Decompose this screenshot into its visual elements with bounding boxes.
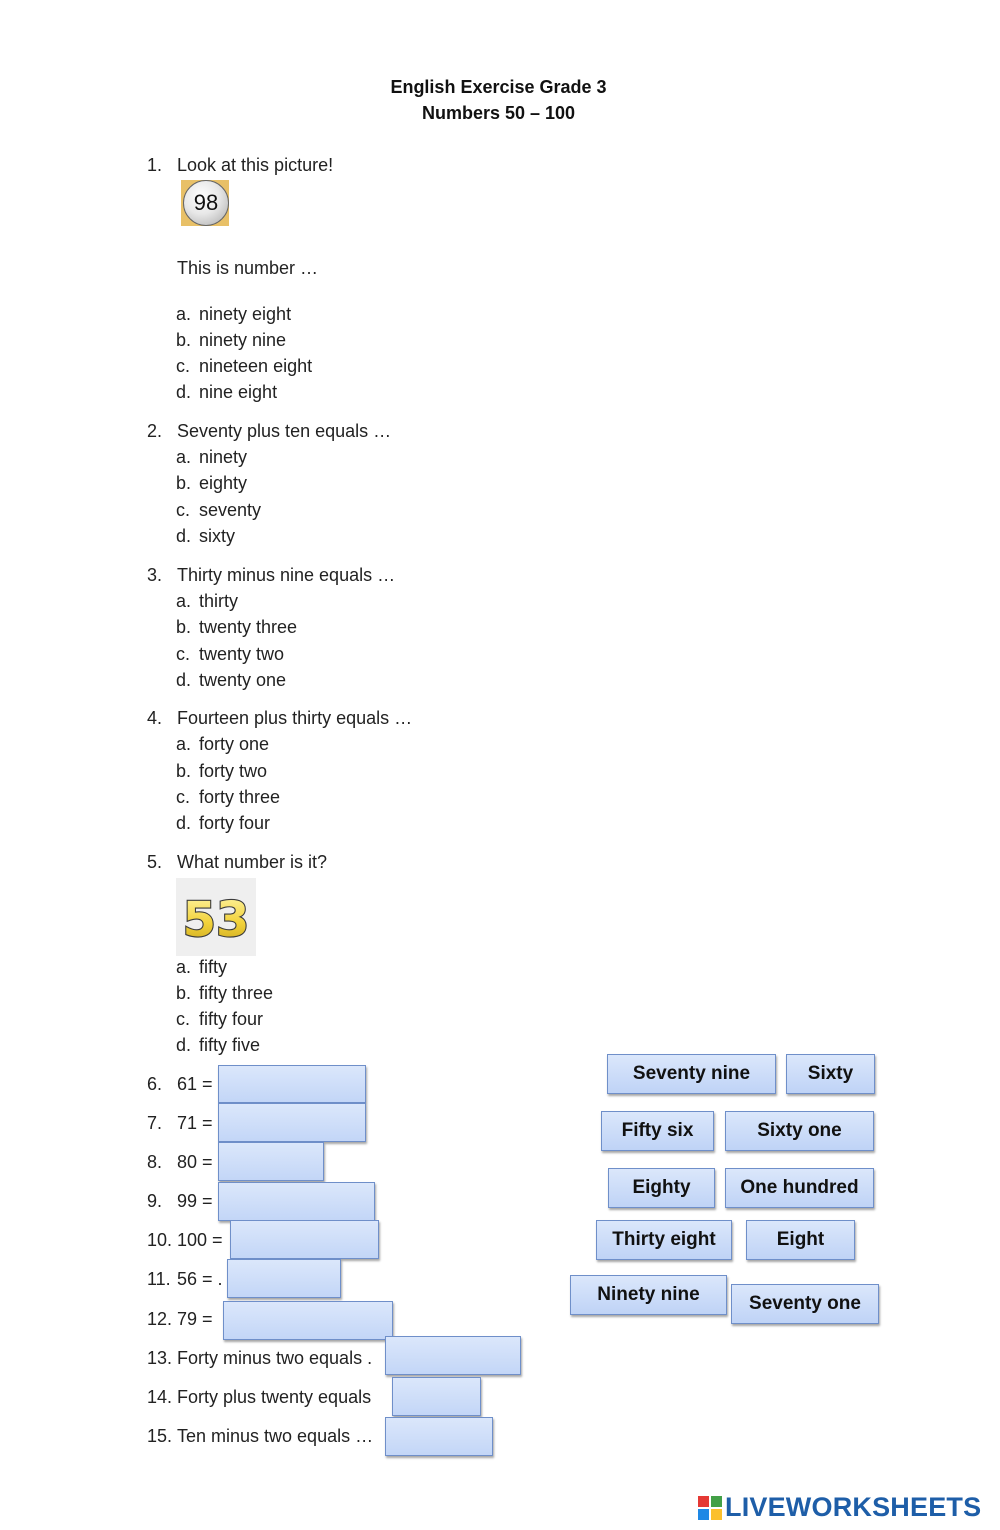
item-text: 56 = . (177, 1269, 223, 1289)
option-letter: a. (176, 591, 192, 611)
item-number: 7. (147, 1113, 163, 1133)
question-number: 4. (147, 708, 163, 728)
answer-tile-sixty[interactable]: Sixty (786, 1054, 875, 1094)
answer-tile-thirty-eight[interactable]: Thirty eight (596, 1220, 732, 1260)
option-text: forty four (199, 813, 271, 833)
option-text: fifty five (199, 1035, 261, 1055)
option-letter: c. (176, 787, 191, 807)
answer-tile-eight[interactable]: Eight (746, 1220, 855, 1260)
option-text: forty three (199, 787, 281, 807)
liveworksheets-brand-text: LIVEWORKSHEETS (725, 1492, 982, 1522)
option-text: ninety (199, 447, 248, 467)
option-letter: b. (176, 330, 192, 350)
question-text: What number is it? (177, 852, 328, 872)
item-number: 8. (147, 1152, 163, 1172)
answer-tile-fifty-six[interactable]: Fifty six (601, 1111, 714, 1151)
item-number: 9. (147, 1191, 163, 1211)
option-letter: d. (176, 526, 192, 546)
option-text: nineteen eight (199, 356, 313, 376)
option-letter: d. (176, 1035, 192, 1055)
question-number: 5. (147, 852, 163, 872)
question-number: 2. (147, 421, 163, 441)
item-text: Ten minus two equals … (177, 1426, 374, 1446)
option-text: ninety eight (199, 304, 292, 324)
answer-tile-ninety-nine[interactable]: Ninety nine (570, 1275, 727, 1315)
worksheet-title: English Exercise Grade 3 (390, 77, 607, 97)
answer-drop-zone-14[interactable] (392, 1377, 481, 1416)
item-text: 61 = (177, 1074, 213, 1094)
answer-drop-zone-12[interactable] (223, 1301, 393, 1340)
option-letter: a. (176, 304, 192, 324)
question-number: 1. (147, 155, 163, 175)
option-text: nine eight (199, 382, 278, 402)
question-text: Seventy plus ten equals … (177, 421, 392, 441)
option-text: sixty (199, 526, 235, 546)
option-letter: c. (176, 644, 191, 664)
option-letter: c. (176, 356, 191, 376)
item-number: 12. (147, 1309, 173, 1329)
option-text: thirty (199, 591, 239, 611)
number-53-graphic (181, 889, 251, 945)
option-letter: d. (176, 813, 192, 833)
number-53-image (176, 878, 256, 956)
number-ball-image (183, 180, 229, 226)
option-text: eighty (199, 473, 248, 493)
item-text: 80 = (177, 1152, 213, 1172)
worksheet-subtitle: Numbers 50 – 100 (421, 103, 576, 123)
option-text: forty one (199, 734, 270, 754)
option-text: ninety nine (199, 330, 287, 350)
option-letter: a. (176, 447, 192, 467)
option-text: fifty three (199, 983, 274, 1003)
answer-drop-zone-8[interactable] (218, 1142, 324, 1181)
question-text: Fourteen plus thirty equals … (177, 708, 413, 728)
question-number: 3. (147, 565, 163, 585)
answer-tile-sixty-one[interactable]: Sixty one (725, 1111, 874, 1151)
answer-tile-eighty[interactable]: Eighty (608, 1168, 715, 1208)
question-text: Look at this picture! (177, 155, 334, 175)
question-text: Thirty minus nine equals … (177, 565, 396, 585)
option-letter: b. (176, 473, 192, 493)
option-letter: b. (176, 761, 192, 781)
option-text: twenty one (199, 670, 287, 690)
item-text: 71 = (177, 1113, 213, 1133)
option-letter: a. (176, 957, 192, 977)
item-number: 13. (147, 1348, 173, 1368)
item-number: 15. (147, 1426, 173, 1446)
question-prompt: This is number … (177, 258, 319, 278)
answer-drop-zone-13[interactable] (385, 1336, 521, 1375)
option-text: fifty (199, 957, 228, 977)
answer-drop-zone-7[interactable] (218, 1103, 366, 1142)
answer-drop-zone-10[interactable] (230, 1220, 379, 1259)
option-letter: a. (176, 734, 192, 754)
option-letter: c. (176, 500, 191, 520)
option-text: fifty four (199, 1009, 264, 1029)
item-number: 11. (147, 1269, 171, 1289)
option-text: forty two (199, 761, 268, 781)
option-letter: d. (176, 382, 192, 402)
answer-tile-one-hundred[interactable]: One hundred (725, 1168, 874, 1208)
option-letter: d. (176, 670, 192, 690)
answer-drop-zone-6[interactable] (218, 1065, 366, 1103)
answer-drop-zone-15[interactable] (385, 1417, 493, 1456)
option-text: twenty three (199, 617, 298, 637)
item-text: Forty minus two equals . (177, 1348, 373, 1368)
answer-drop-zone-9[interactable] (218, 1182, 375, 1221)
option-text: twenty two (199, 644, 285, 664)
answer-tile-seventy-one[interactable]: Seventy one (731, 1284, 879, 1324)
item-text: Forty plus twenty equals (177, 1387, 372, 1407)
option-text: seventy (199, 500, 262, 520)
item-number: 10. (147, 1230, 173, 1250)
liveworksheets-logo (697, 1492, 981, 1523)
number-53-label: 53 (182, 892, 250, 945)
option-letter: b. (176, 983, 192, 1003)
item-text: 99 = (177, 1191, 213, 1211)
answer-tile-seventy-nine[interactable]: Seventy nine (607, 1054, 776, 1094)
number-ball-label: 98 (193, 190, 219, 215)
item-number: 6. (147, 1074, 163, 1094)
answer-drop-zone-11[interactable] (227, 1259, 341, 1298)
item-text: 100 = (177, 1230, 223, 1250)
option-letter: c. (176, 1009, 191, 1029)
item-text: 79 = (177, 1309, 213, 1329)
option-letter: b. (176, 617, 192, 637)
item-number: 14. (147, 1387, 173, 1407)
liveworksheets-icon (697, 1495, 723, 1521)
